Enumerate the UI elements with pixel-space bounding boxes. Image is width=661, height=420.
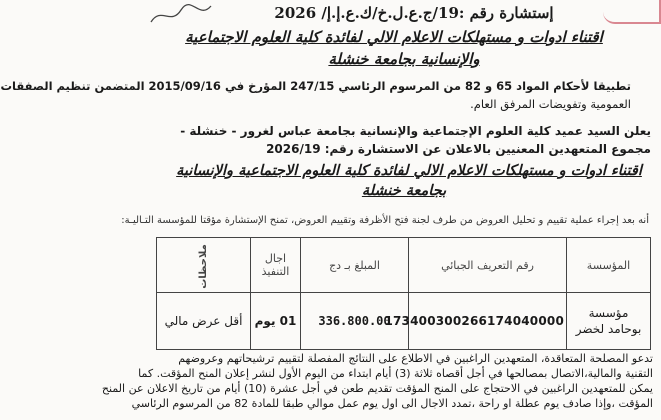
header-amount: المبلغ بـ دج bbox=[301, 238, 409, 293]
header-institution: المؤسسة bbox=[567, 238, 651, 293]
section-title-line-2: بجامعة خنشلة bbox=[361, 182, 447, 199]
award-intro: أنه بعد إجراء عملية تقييم و تحليل العروض من طرف لجنة فتح الأظرفة وتقييم العروض، تمنح الإستشارة مؤقتا للمؤسسة التـاليـة: bbox=[121, 215, 649, 226]
closing-line-3: يمكن للمتعهدين الراغبين في الاحتجاج على المنح المؤقت تقديم طعن في أجل عشرة (10) أيام من تاريخ الاعلان عن المنح bbox=[101, 382, 653, 395]
cell-notes: أقل عرض مالي bbox=[157, 293, 251, 350]
legal-basis-line-1: تطبيقا لأحكام المواد 65 و 82 من المرسوم الرئاسي 247/15 المؤرخ في 2015/09/16 المتضمن تنظيم الصفقات bbox=[0, 79, 631, 93]
concerned-bidders-line: مجموع المتعهدين المعنيين بالاعلان عن الاستشارة رقم: 2026/19 bbox=[266, 142, 651, 156]
header-notes bbox=[157, 238, 251, 293]
closing-line-2: التقنية والمالية،الاتصال بمصالحها في أجل أقصاه ثلاثة (3) أيام ابتداء من اليوم الأول لنشر إعلان المنح المؤقت. كما bbox=[138, 367, 653, 380]
consultation-reference: إستشارة رقم :19/ج.ع.ل.خ/ك.ع.إ.إ/ 2026 bbox=[274, 4, 554, 22]
table-header-row bbox=[157, 238, 651, 293]
stamp-mark bbox=[603, 0, 661, 24]
consultation-title-line-2: والإنسانية بجامعة خنشلة bbox=[328, 50, 480, 68]
institution-line-1: مؤسسة bbox=[588, 306, 629, 320]
handwritten-mark-icon bbox=[147, 0, 217, 30]
award-table bbox=[156, 237, 651, 350]
dean-announcement: يعلن السيد عميد كلية العلوم الإجتماعية والإنسانية بجامعة عباس لغرور - خنشلة - bbox=[180, 124, 651, 138]
cell-amount: 336.800.00 bbox=[301, 293, 409, 350]
institution-line-2: بوحامد لخضر bbox=[575, 322, 642, 336]
table-row bbox=[157, 293, 651, 350]
consultation-title-line-1: اقتناء ادوات و مستهلكات الاعلام الالي لفائدة كلية العلوم الاجتماعية bbox=[185, 28, 603, 46]
closing-line-4: المؤقت ،وإذا صادف يوم عطلة او راحة ،تمدد الاجال الى اول يوم عمل موالي طبقا للمادة 82 من المرسوم الرئاسي bbox=[131, 397, 653, 410]
legal-basis-line-2: العمومية وتفويضات المرفق العام. bbox=[470, 97, 631, 111]
section-title-line-1: اقتناء ادوات و مستهلكات الاعلام الالي لفائدة كلية العلوم الاجتماعية والإنسانية bbox=[176, 162, 642, 179]
cell-tax-id: 173400300266174040000 bbox=[409, 293, 567, 350]
closing-line-1: تدعو المصلحة المتعاقدة، المتعهدين الراغبين في الاطلاع على النتائج المفصلة لتقييم ترشيحاتهم وعروضهم bbox=[178, 352, 653, 365]
cell-duration: 01 يوم bbox=[251, 293, 301, 350]
header-duration: اجال التنفيذ bbox=[251, 238, 301, 293]
cell-institution bbox=[567, 293, 651, 350]
header-tax-id: رقم التعريف الجبائي bbox=[409, 238, 567, 293]
header-notes-label: ملاحظات bbox=[197, 243, 209, 289]
